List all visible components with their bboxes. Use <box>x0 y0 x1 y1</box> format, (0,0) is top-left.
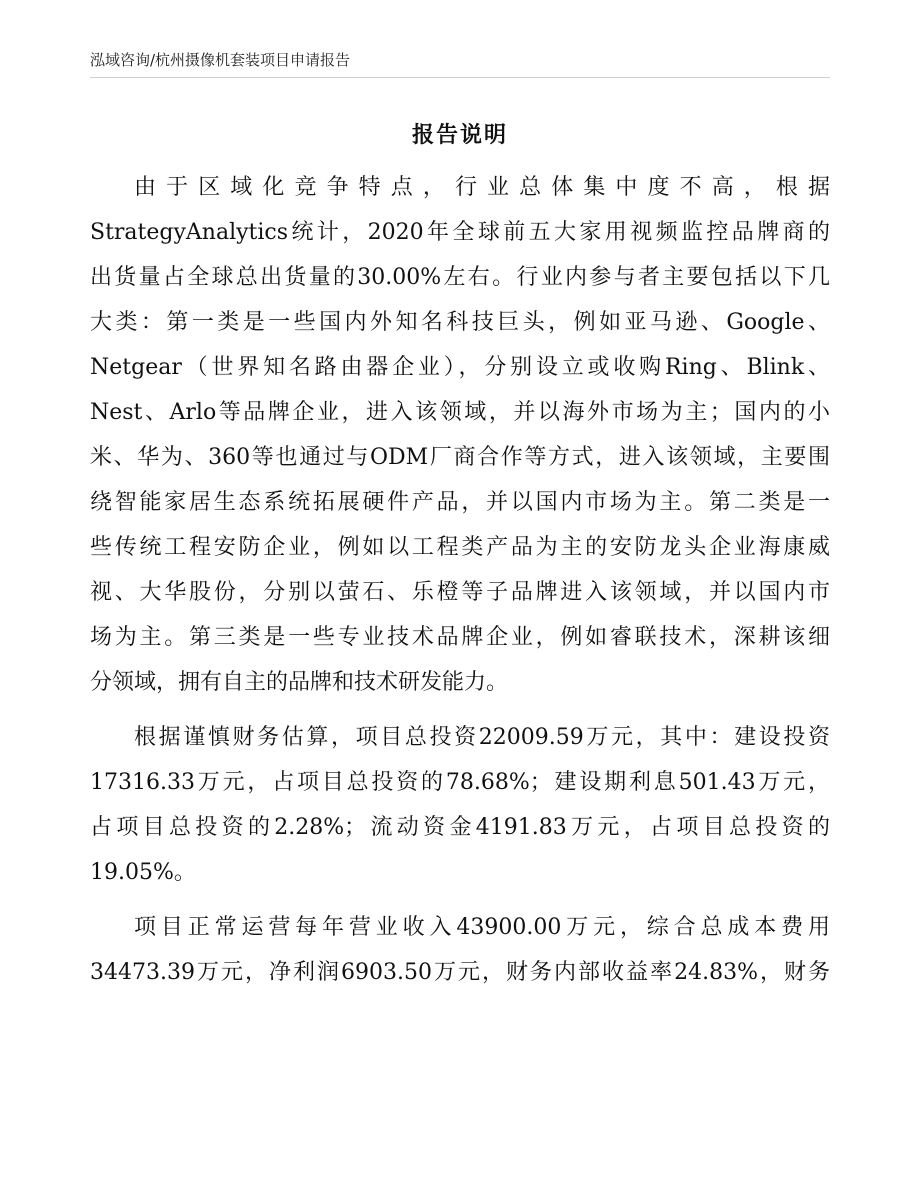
paragraph-operations <box>90 905 830 995</box>
text-line: 17316.33万元，占项目总投资的78.68%；建设期利息501.43万元， <box>90 770 830 795</box>
text-line: Nest、Arlo等品牌企业，进入该领域，并以海外市场为主；国内的小 <box>90 400 830 425</box>
text-line: 占项目总投资的2.28%；流动资金4191.83万元，占项目总投资的 <box>90 815 830 840</box>
text-line: 出货量占全球总出货量的30.00%左右。行业内参与者主要包括以下几 <box>90 265 830 290</box>
report-title: 报告说明 <box>411 123 508 148</box>
text-line: 大类：第一类是一些国内外知名科技巨头，例如亚马逊、Google、 <box>90 310 830 335</box>
text-line: Netgear（世界知名路由器企业），分别设立或收购Ring、Blink、 <box>90 355 830 380</box>
text-line: 场为主。第三类是一些专业技术品牌企业，例如睿联技术，深耕该细 <box>90 625 830 650</box>
text-line: 视、大华股份，分别以萤石、乐橙等子品牌进入该领域，并以国内市 <box>90 580 830 605</box>
text-line: StrategyAnalytics统计，2020年全球前五大家用视频监控品牌商的 <box>90 220 830 245</box>
text-line: 分领域，拥有自主的品牌和技术研发能力。 <box>90 670 509 695</box>
text-line: 项目正常运营每年营业收入43900.00万元，综合总成本费用 <box>134 915 830 940</box>
text-line: 根据谨慎财务估算，项目总投资22009.59万元，其中：建设投资 <box>134 725 830 750</box>
paragraph-market-overview <box>90 165 830 705</box>
header-divider <box>90 77 830 78</box>
document-body <box>90 165 830 995</box>
text-line: 由于区域化竞争特点，行业总体集中度不高，根据 <box>134 175 830 200</box>
text-line: 米、华为、360等也通过与ODM厂商合作等方式，进入该领域，主要围 <box>90 445 830 470</box>
paragraph-investment <box>90 715 830 895</box>
text-line: 绕智能家居生态系统拓展硬件产品，并以国内市场为主。第二类是一 <box>90 490 830 515</box>
text-line: 19.05%。 <box>90 860 196 885</box>
text-line: 34473.39万元，净利润6903.50万元，财务内部收益率24.83%，财务 <box>90 960 830 985</box>
text-line: 些传统工程安防企业，例如以工程类产品为主的安防龙头企业海康威 <box>90 535 830 560</box>
running-header: 泓域咨询/杭州摄像机套装项目申请报告 <box>90 51 351 69</box>
